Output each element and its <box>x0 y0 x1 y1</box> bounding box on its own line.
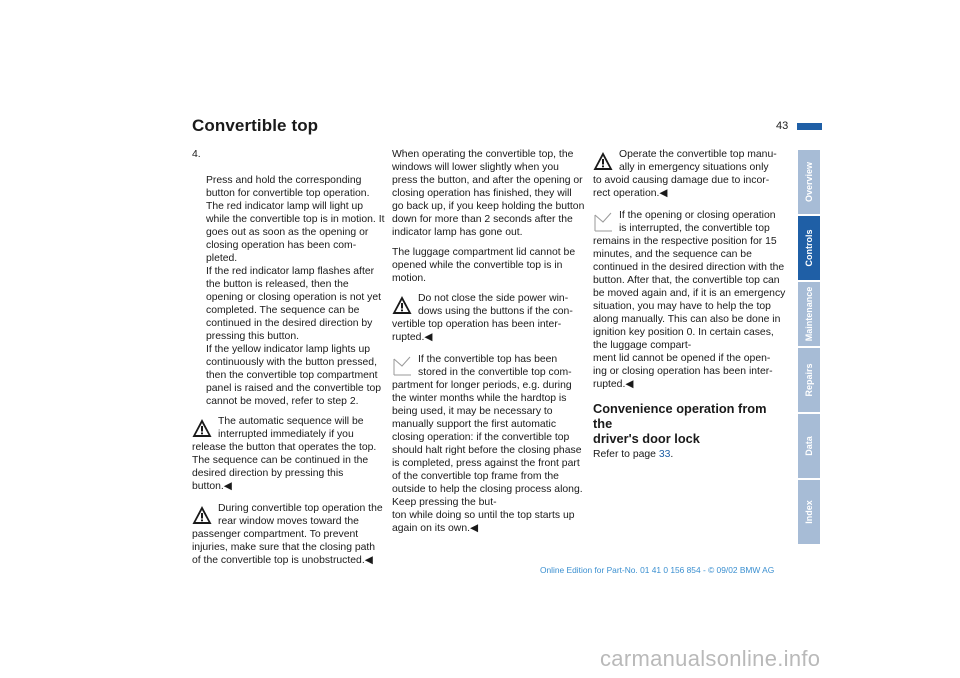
warning-note-3 <box>392 292 585 344</box>
tab-repairs[interactable] <box>798 348 820 412</box>
tab-index[interactable] <box>798 480 820 544</box>
tab-maintenance-label: Maintenance <box>804 286 814 342</box>
info-note-1 <box>392 353 585 535</box>
column-3 <box>593 148 786 468</box>
note-check-icon <box>392 356 412 376</box>
tab-overview-label: Overview <box>804 161 814 203</box>
step-number: 4. <box>192 149 201 160</box>
tab-controls-label: Controls <box>804 229 814 267</box>
info-1-first: If the convertible top has been stored in the convertible top com- <box>418 354 572 378</box>
info-2-first: If the opening or closing operation is interrupted, the convertible top <box>619 210 776 234</box>
warning-note-2 <box>192 502 385 567</box>
page-marker-bar <box>797 123 822 130</box>
warning-note-1 <box>192 415 385 493</box>
warning-note-4 <box>593 148 786 200</box>
info-1-rest: partment for longer periods, e.g. during the winter months while the hardtop is being used, it may be necessary to manually support the first automatic closing operation: if the convertible top should halt right before the closing phase is completed, press against the front part of the convertible top frame from the outside to help the closing process along. Keep pressing the but- ton while doing so until the top starts up again on its own.◀ <box>392 380 583 534</box>
page-link-33[interactable]: 33 <box>658 449 671 460</box>
paragraph-luggage-lid: The luggage compartment lid cannot be opened while the convertible top is in motion. <box>392 247 576 284</box>
step-4 <box>192 148 385 408</box>
tab-data[interactable] <box>798 414 820 478</box>
warning-4-first: Operate the convertible top manu- ally in emergency situations only <box>619 149 777 173</box>
tab-repairs-label: Repairs <box>804 363 814 397</box>
page-title: Convertible top <box>192 116 319 135</box>
watermark: carmanualsonline.info <box>600 646 821 671</box>
tab-controls[interactable] <box>798 216 820 280</box>
info-2-rest: remains in the respective position for 15 minutes, and the sequence can be continued in the desired direction with the button. After that, the convertible top can be moved again and, if it is an emergency situation, you may have to help the top along manually. This can also be done in ignition key position 0. In certain cases, the luggage compart- ment lid cannot be opened if the open- ing or closing operation has been inter- rupted.◀ <box>593 236 786 390</box>
page-number: 43 <box>776 120 789 132</box>
tab-maintenance[interactable] <box>798 282 820 346</box>
warning-triangle-icon <box>192 418 212 438</box>
paragraph-window-operation: When operating the convertible top, the windows will lower slightly when you press the button, and after the opening or closing operation has finished, they will go back up, if you keep holding the button down for more than 2 seconds after the indicator lamp has gone out. <box>392 149 585 238</box>
tab-overview[interactable] <box>798 150 820 214</box>
info-note-2 <box>593 209 786 391</box>
warning-triangle-icon <box>192 505 212 525</box>
warning-2-rest: passenger compartment. To prevent injuries, make sure that the closing path of the convertible top is unobstructed.◀ <box>192 529 376 566</box>
warning-triangle-icon <box>392 295 412 315</box>
warning-triangle-icon <box>593 151 613 171</box>
warning-3-rest: vertible top operation has been inter- rupted.◀ <box>392 319 562 343</box>
page-reference <box>593 448 786 461</box>
warning-1-first: The automatic sequence will be interrupted immediately if you <box>218 416 364 440</box>
footer-edition-notice: Online Edition for Part-No. 01 41 0 156 854 - © 09/02 BMW AG <box>540 565 775 575</box>
section-heading-door-lock: Convenience operation from the driver's door lock <box>593 401 767 446</box>
note-check-icon <box>593 212 613 232</box>
reference-end: . <box>670 449 674 460</box>
step-text: Press and hold the corresponding button for convertible top operation. The red indicator lamp will light up while the convertible top is in motion. It goes out as soon as the opening or closing operation has been com- pleted. If the red indicator lamp flashes after the button is released, then the opening or closing operation is not yet completed. The sequence can be continued in the desired direction by pressing this button. If the yellow indicator lamp lights up continuously with the button pressed, then the convertible top compartment panel is raised and the convertible top cannot be moved, refer to step 2. <box>206 175 385 407</box>
column-1 <box>192 148 385 576</box>
tab-data-label: Data <box>804 436 814 456</box>
reference-text: Refer to page <box>593 449 659 460</box>
warning-3-first: Do not close the side power win- dows using the buttons if the con- <box>418 293 573 317</box>
warning-1-rest: release the button that operates the top. The sequence can be continued in the desired direction by pressing this button.◀ <box>192 442 377 492</box>
tab-index-label: Index <box>804 500 814 524</box>
warning-4-rest: to avoid causing damage due to incor- rect operation.◀ <box>593 175 770 199</box>
column-2 <box>392 148 585 544</box>
warning-2-first: During convertible top operation the rear window moves toward the <box>218 503 383 527</box>
chapter-tabs <box>798 150 820 546</box>
